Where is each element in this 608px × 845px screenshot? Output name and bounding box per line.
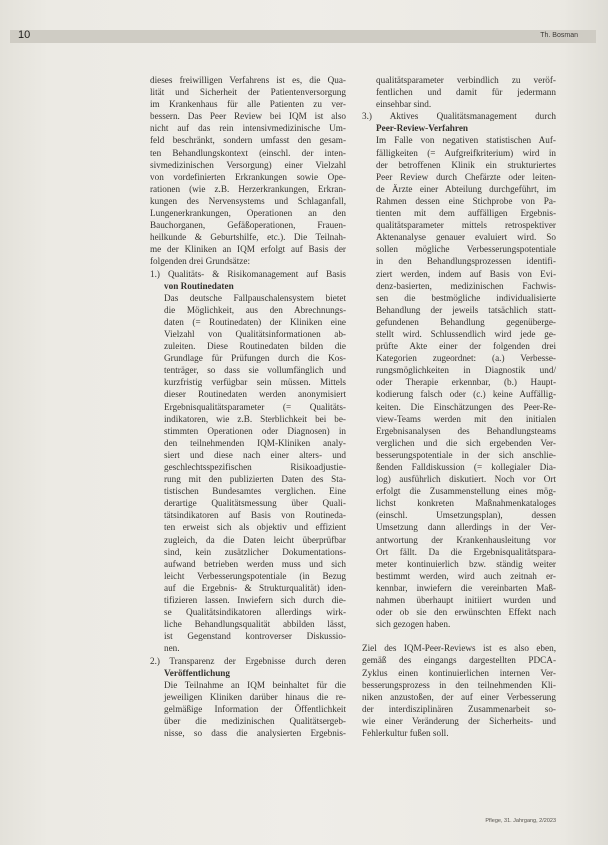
text-line: nicht auf das rein intensivmedizinische Um- [150,123,346,134]
text-line: Lungenerkrankungen, Operationen an den [150,208,346,219]
text-line: rationen (wie z.B. Herzerkrankungen, Erkran- [150,183,346,194]
text-line: denz-basierten, medizinischen Fachwis- [376,280,556,291]
text-line: im Krankenhaus für alle Patienten zu ver- [150,99,346,110]
text-line: log) ausführlich diskutiert. Noch vor Ort [376,474,556,485]
text-line: sich gezogen haben. [376,619,451,630]
text-line: Ergebnisqualitätsparameter (= Qualitäts- [164,401,346,412]
text-line: Ziel des IQM-Peer-Reviews ist es also eben, [362,643,556,654]
text-line: von Routinedaten [164,280,234,291]
text-line: sind, kein zusätzlicher Dokumentations- [164,546,346,557]
text-line: fälligkeiten (= Aufgreifkriterium) wird in [376,147,556,158]
text-line: Behandlung der jeweils tatsächlich statt- [376,304,556,315]
text-line: ßenden Falldiskussion (= kollegialer Dia- [376,462,556,472]
text-line: oder ob sie den erwünschten Effekt nach [376,607,556,618]
text-line: keiten. Die Einschätzungen des Peer-Re- [376,401,556,412]
text-line: antwortung der Krankenhausleitung vor [376,534,556,545]
text-line: niken anzustoßen, der auf einer Verbesserung [362,691,556,702]
text-line: Ort fällt. Da die Ergebnisqualitätspara- [376,546,556,557]
text-line: der interdisziplinären Zusammenarbeit so- [362,703,556,714]
text-line: Umsetzung dann allerdings in der Ver- [376,522,556,533]
text-line: feld beschränkt, sondern umfasst den gesam- [150,135,346,146]
text-line: (einschl. Umsetzungsplan), dessen [376,510,556,521]
text-line: 2.) Transparenz der Ergebnisse durch deren [150,655,346,666]
text-line: von vordefinierten Erkrankungen sowie Ope- [150,171,346,182]
text-line: gefundenen Behandlung gegenüberge- [376,316,556,327]
text-line: Rahmen dessen eine Stichprobe von Pa- [376,195,556,206]
text-line: erfolgt die Zusammenstellung eines mög- [376,486,556,497]
text-line: siert und diese nach einer alters- und [164,449,346,460]
text-line: sollen mögliche Verbesserungspotentiale [376,244,556,255]
text-line: ten erweist sich als objektiv und effizient [164,522,346,533]
text-line: in den Behandlungsprozessen identifi- [376,256,556,267]
text-line: de Ärzte einer Abteilung durchgeführt, im [376,183,556,194]
text-line: den teilnehmenden IQM-Kliniken analy- [164,437,346,448]
right-column [362,74,556,739]
text-line: meter kontinuierlich bzw. ständig weiter [376,558,556,569]
text-line: aufwand betrieben werden muss und sich [164,558,346,569]
text-line: nen. [164,643,180,654]
text-line: Aktenanalyse genauer evaluiert wird. So [376,232,556,243]
text-line: zuleiten. Diese Routinedaten bilden die [164,341,346,352]
text-line: prüfte Akte einer der folgenden drei [376,341,556,352]
text-line [362,630,556,642]
text-line: dieses freiwilligen Verfahrens ist es, die Qua- [150,75,346,85]
page-number: 10 [18,29,31,41]
text-line: liche Behandlungsqualität abbilden lässt, [164,619,346,630]
text-line: Kategorien zugeordnet: (a.) Verbesse- [376,353,556,364]
text-line: folgenden drei Grundsätze: [150,256,251,267]
text-line: rung mit den publizierten Daten des Sta- [164,474,346,485]
text-line: Bauchorganen, Gefäßoperationen, Frauen- [150,220,346,231]
text-line: leicht Verbesserungspotentiale (in Bezug [164,570,346,581]
text-line: einsehbar sind. [376,99,432,110]
text-line: sen die bestmögliche individualisierte [376,292,556,303]
text-line: Vielzahl von Qualitätsinformationen ab- [164,328,346,339]
header-bar [10,30,596,43]
text-line: tienten mit dem auffälligen Ergebnis- [376,208,556,219]
text-line: jeweiligen Kliniken darüber hinaus die re- [164,691,346,702]
text-line: heilkunde & Geburtshilfe, etc.). Die Teilnah- [150,232,346,243]
text-line: zugleich, da die Daten leicht überprüfbar [164,534,346,545]
text-line: Peer Review durch Chefärzte oder leiten- [376,171,556,182]
text-line: der betroffenen Klinik ein strukturiertes [376,159,556,170]
text-line: bestimmt werden, wird auch zeitnah er- [376,570,556,581]
text-line: me der Kliniken an IQM erfolgt auf Basis der [150,244,346,255]
text-line: derartige Qualitätsmessung über Quali- [164,498,346,509]
text-line: daten (= Routinedaten) der Kliniken eine [164,316,346,327]
text-line: wie einer Veränderung der Sicherheits- und [362,715,556,726]
text-line: tifizieren lassen. Inwiefern sich durch die- [164,595,346,606]
text-line: kennbar, inwiefern die vereinbarten Maß- [376,582,556,593]
text-line: tistischen Bundesamtes verglichen. Eine [164,486,346,497]
text-line: 1.) Qualitäts- & Risikomanagement auf Basis [150,268,346,279]
text-line: Fehlerkultur fußen soll. [362,727,449,738]
text-line: indikatoren, wie z.B. Sterblichkeit bei be- [164,413,346,424]
text-line: über die medizinischen Qualitätsergeb- [164,715,346,726]
text-line: qualitätsparameter mittels retrospektiver [376,220,556,231]
text-line: bessern. Das Peer Review bei IQM ist also [150,111,346,122]
text-line: kurzfristig verfügbar sein müssen. Mittels [164,377,346,388]
text-line: sivmedizinischen Versorgung) einer Vielzahl [150,159,346,170]
text-line: stimmten Operationen oder Diagnosen) in [164,425,346,436]
text-line: Grundlage für Prüfungen durch die Kos- [164,353,346,364]
text-line: auf die Ergebnis- & Strukturqualität) iden- [164,582,346,593]
text-line: Das deutsche Fallpauschalensystem bietet [164,292,346,303]
text-line: besserungsprozess in den teilnehmenden Kli- [362,679,556,690]
text-line: rungsmöglichkeiten in Diagnostik und/ [376,365,556,376]
text-line: Ergebnisanalysen des Behandlungsteams [376,425,556,436]
text-line: nisse, so dass die analysierten Ergebnis- [164,728,346,739]
text-line: stellt wird. Schlussendlich wird jede ge- [376,328,556,339]
text-line: kodierung falsch oder (c.) keine Auffällig- [376,389,556,400]
text-line: lität und Sicherheit der Patientenversorgung [150,87,346,98]
text-line: gelmäßige Information der Öffentlichkeit [164,703,346,714]
text-line: ziert werden, indem auf Basis von Evi- [376,268,556,279]
text-line: die Möglichkeit, aus den Abrechnungs- [164,304,346,315]
text-line: oder Therapie erkennbar, (b.) Haupt- [376,377,556,388]
text-line: nahmen überhaupt initiiert wurden und [376,595,556,606]
text-line: ten Behandlungskontext (einschl. der inten- [150,147,346,158]
text-line: Veröffentlichung [164,667,231,678]
text-line: qualitätsparameter verbindlich zu veröf- [376,75,556,85]
text-line: ist Gegenstand kontroverser Diskussio- [164,631,346,642]
text-line: fentlichen und damit für jedermann [376,87,556,98]
text-line: tenträger, so dass sie vollumfänglich und [164,365,346,376]
text-line: besserungspotentiale in der sich anschlie- [376,449,556,460]
text-line: Im Falle von negativen statistischen Auf- [376,135,556,146]
text-line: Peer-Review-Verfahren [376,123,469,134]
text-line: view-Teams werden mit den initialen [376,413,556,424]
text-line: 3.) Aktives Qualitätsmanagement durch [362,111,556,122]
text-line: Die Teilnahme an IQM beinhaltet für die [164,679,346,690]
footer: Pflege, 31. Jahrgang, 2/2023 [485,818,556,824]
running-head: Th. Bosman [540,32,578,39]
text-line: verglichen und die sich ergebenden Ver- [376,437,556,448]
text-line: Zyklus einen kontinuierlichen internen Ver- [362,667,556,678]
text-line: se Qualitätsindikatoren allerdings wirk- [164,607,346,618]
text-line: tätsindikatoren auf Basis von Routineda- [164,510,346,521]
left-column [150,74,346,739]
text-line: lichst konkreten Maßnahmenkataloges [376,498,556,509]
text-line: kungen des Nervensystems und Schlaganfall, [150,195,346,206]
text-line: dieser Routinedaten werden anonymisiert [164,389,346,400]
text-line: gemäß des eingangs dargestellten PDCA- [362,655,556,666]
text-line: geschlechtsspezifischen Risikoadjustie- [164,462,346,472]
